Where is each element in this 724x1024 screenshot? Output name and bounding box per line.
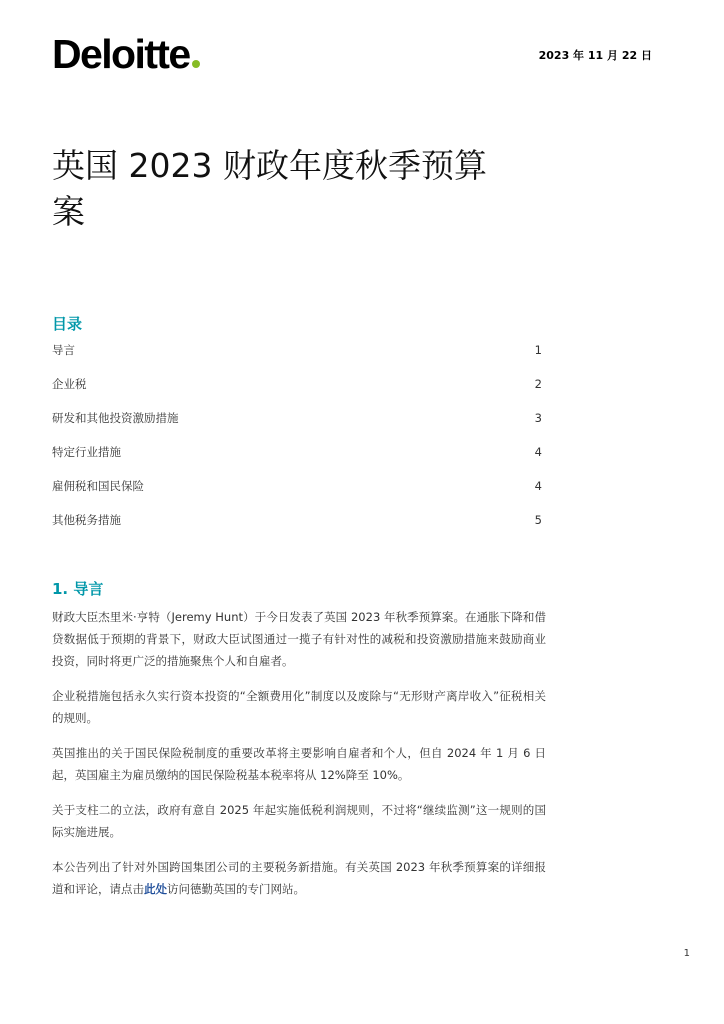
section-body (52, 606, 546, 913)
toc-item-corporate-tax[interactable] (52, 373, 542, 407)
toc-item-label: 企业税 (52, 377, 87, 391)
deloitte-logo (52, 31, 200, 77)
toc-heading: 目录 (52, 315, 83, 333)
toc-item-label: 其他税务措施 (52, 513, 121, 527)
paragraph-text: 访问德勤英国的专门网站。 (167, 882, 305, 896)
paragraph-text: 本公告列出了针对外国跨国集团公司的主要税务新措施。有关英国 2023 年秋季预算案的详细报道和评论，请点击 (52, 860, 546, 896)
toc-item-page: 3 (534, 411, 542, 425)
toc-item-rd-incentives[interactable] (52, 407, 542, 441)
toc-item-introduction[interactable] (52, 339, 542, 373)
toc-item-label: 导言 (52, 343, 75, 357)
paragraph-with-link (52, 856, 546, 900)
publication-date: 2023 年 11 月 22 日 (538, 49, 652, 62)
toc-item-page: 5 (534, 513, 542, 527)
paragraph: 企业税措施包括永久实行资本投资的“全额费用化”制度以及废除与“无形财产离岸收入”征税相关的规则。 (52, 689, 546, 725)
here-link[interactable]: 此处 (144, 882, 167, 896)
toc-item-page: 2 (534, 377, 542, 391)
toc-item-employment-taxes[interactable] (52, 475, 542, 509)
page-number: 1 (683, 948, 690, 959)
toc-item-page: 4 (534, 479, 542, 493)
logo-green-dot-icon (192, 60, 200, 68)
toc-item-sector-measures[interactable] (52, 441, 542, 475)
section-heading-introduction: 1. 导言 (52, 580, 104, 598)
table-of-contents (52, 339, 542, 543)
toc-item-page: 4 (534, 445, 542, 459)
toc-item-label: 雇佣税和国民保险 (52, 479, 144, 493)
paragraph: 财政大臣杰里米·亨特（Jeremy Hunt）于今日发表了英国 2023 年秋季预算案。在通胀下降和借贷数据低于预期的背景下，财政大臣试图通过一揽子有针对性的减税和投资激励措施来鼓励商业投资，同时将更广泛的措施聚焦个人和自雇者。 (52, 610, 546, 668)
page-title: 英国 2023 财政年度秋季预算案 (52, 146, 487, 231)
paragraph: 英国推出的关于国民保险税制度的重要改革将主要影响自雇者和个人，但自 2024 年 1 月 6 日起，英国雇主为雇员缴纳的国民保险税基本税率将从 12%降至 10%。 (52, 746, 546, 782)
toc-item-label: 特定行业措施 (52, 445, 121, 459)
paragraph: 关于支柱二的立法，政府有意自 2025 年起实施低税利润规则，不过将“继续监测”这一规则的国际实施进展。 (52, 803, 546, 839)
toc-item-label: 研发和其他投资激励措施 (52, 411, 179, 425)
logo-wordmark: Deloitte (52, 31, 190, 77)
toc-item-page: 1 (534, 343, 542, 357)
toc-item-other-tax-measures[interactable] (52, 509, 542, 543)
